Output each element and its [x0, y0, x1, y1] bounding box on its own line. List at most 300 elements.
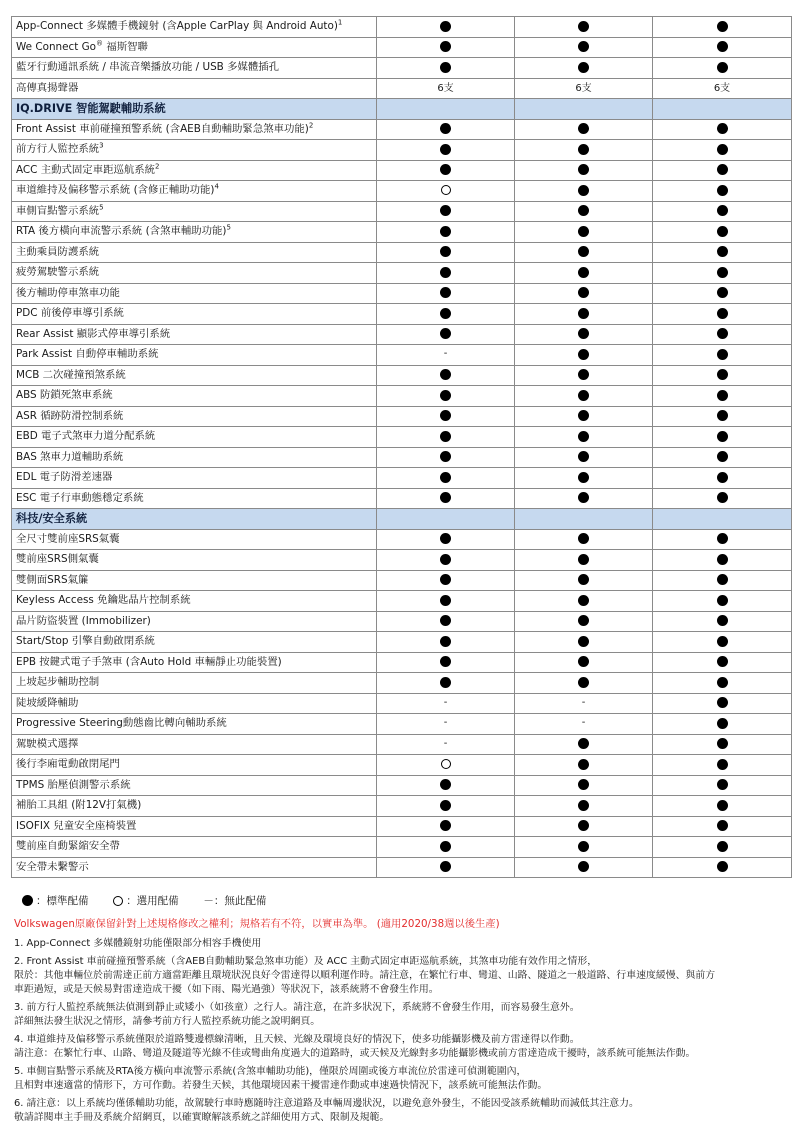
footnote-item: [14, 955, 790, 997]
standard-dot-icon: [717, 697, 728, 708]
spec-value-cell: [377, 37, 515, 58]
legend: [22, 893, 266, 908]
spec-value-cell: [377, 488, 515, 509]
spec-value-cell: [653, 488, 792, 509]
spec-row: [12, 427, 792, 448]
spec-value-cell: [653, 714, 792, 735]
standard-dot-icon: [717, 492, 728, 503]
footnote-line: 2. Front Assist 車前碰撞預警系統（含AEB自動輔助緊急煞車功能）及 ACC 主動式固定車距巡航系統，其煞車功能有效作用之情形，: [14, 956, 598, 967]
standard-dot-icon: [440, 533, 451, 544]
spec-row: [12, 755, 792, 776]
spec-text-value: 6支: [713, 82, 731, 94]
spec-label: Park Assist 自動停車輔助系統: [12, 345, 377, 366]
spec-value-cell: [653, 201, 792, 222]
spec-value-cell: [377, 427, 515, 448]
spec-value-cell: [653, 796, 792, 817]
spec-value-cell: [653, 529, 792, 550]
standard-dot-icon: [717, 574, 728, 585]
spec-value-cell: [377, 160, 515, 181]
footnote-marker: 3: [99, 141, 104, 150]
spec-row: [12, 140, 792, 161]
standard-dot-icon: [578, 226, 589, 237]
spec-value-cell: [377, 58, 515, 79]
standard-dot-icon: [717, 533, 728, 544]
spec-label: Rear Assist 顯影式停車導引系統: [12, 324, 377, 345]
spec-value-cell: [515, 550, 653, 571]
spec-value-cell: [653, 365, 792, 386]
standard-dot-icon: [578, 349, 589, 360]
spec-label: Front Assist 車前碰撞預警系統 (含AEB自動輔助緊急煞車功能)$^2$: [12, 119, 377, 140]
spec-value-cell: [515, 447, 653, 468]
spec-value-cell: [515, 816, 653, 837]
spec-value-cell: [653, 386, 792, 407]
spec-label: 晶片防盜裝置 (Immobilizer): [12, 611, 377, 632]
spec-value-cell: [377, 201, 515, 222]
spec-value-cell: [515, 652, 653, 673]
standard-dot-icon: [440, 164, 451, 175]
footnote-line: 6. 請注意：以上系統均僅係輔助功能，故駕駛行車時應隨時注意道路及車輛周邊狀況，以避免意外發生，不能因受該系統輔助而減低其注意力。: [14, 1098, 639, 1109]
not-available-dash: -: [443, 737, 448, 749]
spec-value-cell: [377, 140, 515, 161]
standard-dot-icon: [578, 554, 589, 565]
legend-standard: ：標準配備: [36, 895, 89, 907]
spec-label: 前方行人監控系統$^3$: [12, 140, 377, 161]
spec-value-cell: [377, 263, 515, 284]
spec-value-cell: [515, 222, 653, 243]
standard-dot-icon: [717, 554, 728, 565]
standard-dot-icon: [440, 779, 451, 790]
standard-dot-icon: [717, 226, 728, 237]
spec-label: 車側盲點警示系統$^5$: [12, 201, 377, 222]
standard-dot-icon: [717, 369, 728, 380]
spec-value-cell: [515, 119, 653, 140]
spec-value-cell: [653, 857, 792, 878]
standard-dot-icon: [717, 205, 728, 216]
spec-row: [12, 119, 792, 140]
spec-value-cell: [377, 17, 515, 38]
standard-dot-icon: [717, 615, 728, 626]
spec-value-cell: [653, 550, 792, 571]
footnote-line: 請注意：在繁忙行車、山路、彎道及隧道等光線不佳或彎曲角度過大的道路時，或天候及光線對多功能攝影機或前方雷達造成干擾時，該系統可能無法作動。: [14, 1048, 696, 1059]
standard-dot-icon: [578, 656, 589, 667]
spec-table-body: [12, 17, 792, 878]
optional-ring-icon: [113, 896, 123, 906]
spec-value-cell: [653, 447, 792, 468]
spec-label: 補胎工具組 (附12V打氣機): [12, 796, 377, 817]
section-empty-cell: [377, 509, 515, 530]
standard-dot-icon: [578, 41, 589, 52]
spec-value-cell: [515, 714, 653, 735]
spec-label: Keyless Access 免鑰匙晶片控制系統: [12, 591, 377, 612]
spec-label: ASR 循跡防滑控制系統: [12, 406, 377, 427]
spec-value-cell: [377, 468, 515, 489]
standard-dot-icon: [717, 595, 728, 606]
spec-row: [12, 365, 792, 386]
spec-value-cell: [515, 406, 653, 427]
legend-none: ：無此配備: [213, 895, 267, 907]
standard-dot-icon: [440, 820, 451, 831]
standard-dot-icon: [578, 779, 589, 790]
spec-value-cell: [653, 263, 792, 284]
spec-label: 後行李廂電動啟閉尾門: [12, 755, 377, 776]
spec-value-cell: [377, 714, 515, 735]
spec-row: [12, 673, 792, 694]
spec-label: RTA 後方橫向車流警示系統 (含煞車輔助功能)$^5$: [12, 222, 377, 243]
standard-dot-icon: [717, 41, 728, 52]
spec-value-cell: [377, 857, 515, 878]
spec-value-cell: [515, 324, 653, 345]
spec-row: [12, 242, 792, 263]
standard-dot-icon: [578, 861, 589, 872]
standard-dot-icon: [440, 636, 451, 647]
standard-dot-icon: [717, 718, 728, 729]
not-available-dash: -: [581, 696, 586, 708]
spec-value-cell: [515, 796, 653, 817]
standard-dot-icon: [440, 595, 451, 606]
footnote-marker: 2: [155, 162, 160, 171]
standard-dot-icon: [717, 431, 728, 442]
spec-value-cell: [377, 386, 515, 407]
spec-value-cell: [377, 529, 515, 550]
standard-dot-icon: [440, 451, 451, 462]
spec-value-cell: [515, 386, 653, 407]
spec-value-cell: [653, 324, 792, 345]
not-available-dash: -: [443, 696, 448, 708]
standard-dot-icon: [578, 841, 589, 852]
legend-optional: ：選用配備: [126, 895, 179, 907]
spec-row: [12, 58, 792, 79]
spec-row: [12, 181, 792, 202]
spec-value-cell: [377, 78, 515, 99]
standard-dot-icon: [578, 287, 589, 298]
spec-label: 高傳真揚聲器: [12, 78, 377, 99]
spec-value-cell: [653, 427, 792, 448]
standard-dot-icon: [578, 205, 589, 216]
spec-value-cell: [377, 304, 515, 325]
spec-row: [12, 693, 792, 714]
spec-value-cell: [377, 406, 515, 427]
spec-label: ESC 電子行車動態穩定系統: [12, 488, 377, 509]
standard-dot-icon: [440, 841, 451, 852]
footnote-line: 4. 車道維持及偏移警示系統僅限於道路雙邊標線清晰，且天候、光線及環境良好的情況下，使多功能攝影機及前方雷達得以作動。: [14, 1034, 580, 1045]
spec-label: EPB 按鍵式電子手煞車 (含Auto Hold 車輛靜止功能裝置): [12, 652, 377, 673]
spec-value-cell: [515, 304, 653, 325]
standard-dot-icon: [578, 308, 589, 319]
standard-dot-icon: [440, 554, 451, 565]
spec-label: 車道維持及偏移警示系統 (含修正輔助功能)$^4$: [12, 181, 377, 202]
standard-dot-icon: [578, 759, 589, 770]
spec-value-cell: [515, 242, 653, 263]
spec-value-cell: [653, 611, 792, 632]
standard-dot-icon: [578, 451, 589, 462]
disclaimer-notice: Volkswagen原廠保留針對上述規格修改之權利；規格若有不符，以實車為準。 (適用2020/38週以後生產): [14, 918, 500, 930]
spec-value-cell: [515, 283, 653, 304]
spec-label: 疲勞駕駛警示系統: [12, 263, 377, 284]
standard-dot-icon: [717, 738, 728, 749]
standard-dot-icon: [578, 615, 589, 626]
spec-row: [12, 78, 792, 99]
not-available-dash: -: [443, 717, 448, 729]
standard-dot-icon: [578, 246, 589, 257]
standard-dot-icon: [22, 895, 33, 906]
spec-value-cell: [377, 837, 515, 858]
spec-value-cell: [515, 837, 653, 858]
section-header-row: [12, 99, 792, 120]
standard-dot-icon: [717, 308, 728, 319]
standard-dot-icon: [578, 738, 589, 749]
section-title: 科技/安全系統: [12, 509, 377, 530]
footnote-line: 詳細無法發生狀況之情形，請參考前方行人監控系統功能之說明網頁。: [14, 1016, 321, 1027]
standard-dot-icon: [578, 595, 589, 606]
spec-value-cell: [653, 837, 792, 858]
spec-label: 雙前座SRS側氣囊: [12, 550, 377, 571]
spec-row: [12, 632, 792, 653]
spec-row: [12, 324, 792, 345]
footnote-line: 且相對車速適當的情形下，方可作動。若發生天候，其他環境因素干擾雷達作動或車速過快情況下，該系統可能無法作動。: [14, 1080, 548, 1091]
spec-value-cell: [653, 591, 792, 612]
footnote-item: [14, 1033, 790, 1061]
spec-text-value: 6支: [437, 82, 454, 94]
spec-value-cell: [377, 283, 515, 304]
section-empty-cell: [515, 99, 653, 120]
spec-label: ISOFIX 兒童安全座椅裝置: [12, 816, 377, 837]
standard-dot-icon: [717, 246, 728, 257]
standard-dot-icon: [717, 123, 728, 134]
spec-value-cell: [515, 734, 653, 755]
spec-value-cell: [515, 365, 653, 386]
spec-value-cell: [653, 816, 792, 837]
spec-value-cell: [377, 242, 515, 263]
spec-value-cell: [653, 570, 792, 591]
standard-dot-icon: [717, 861, 728, 872]
footnote-marker: ®: [96, 39, 104, 48]
spec-value-cell: [515, 529, 653, 550]
footnote-marker: 5: [99, 203, 104, 212]
standard-dot-icon: [717, 451, 728, 462]
standard-dot-icon: [440, 62, 451, 73]
footnote-marker: 1: [337, 18, 343, 27]
spec-value-cell: [377, 673, 515, 694]
spec-row: [12, 796, 792, 817]
standard-dot-icon: [578, 328, 589, 339]
section-empty-cell: [653, 509, 792, 530]
not-available-dash: -: [581, 717, 586, 729]
spec-label: MCB 二次碰撞預煞系統: [12, 365, 377, 386]
spec-label: Start/Stop 引擎自動啟閉系統: [12, 632, 377, 653]
spec-label: PDC 前後停車導引系統: [12, 304, 377, 325]
standard-dot-icon: [440, 800, 451, 811]
spec-value-cell: [653, 468, 792, 489]
spec-row: [12, 468, 792, 489]
spec-value-cell: [653, 58, 792, 79]
spec-value-cell: [515, 427, 653, 448]
standard-dot-icon: [578, 636, 589, 647]
standard-dot-icon: [717, 779, 728, 790]
spec-value-cell: [653, 140, 792, 161]
spec-row: [12, 714, 792, 735]
spec-row: [12, 652, 792, 673]
spec-value-cell: [377, 181, 515, 202]
standard-dot-icon: [440, 472, 451, 483]
spec-label: ABS 防鎖死煞車系統: [12, 386, 377, 407]
spec-row: [12, 488, 792, 509]
standard-dot-icon: [578, 574, 589, 585]
standard-dot-icon: [578, 800, 589, 811]
spec-value-cell: [377, 550, 515, 571]
footnote-marker: 2: [308, 121, 314, 130]
spec-value-cell: [653, 283, 792, 304]
spec-label: App-Connect 多媒體手機鏡射 (含Apple CarPlay 與 Android Auto)$^1$: [12, 17, 377, 38]
spec-value-cell: [515, 345, 653, 366]
standard-dot-icon: [440, 226, 451, 237]
spec-value-cell: [377, 693, 515, 714]
spec-text-value: 6支: [575, 82, 592, 94]
spec-value-cell: [377, 570, 515, 591]
spec-value-cell: [653, 37, 792, 58]
spec-value-cell: [515, 755, 653, 776]
spec-label: 全尺寸雙前座SRS氣囊: [12, 529, 377, 550]
standard-dot-icon: [440, 431, 451, 442]
spec-value-cell: [377, 652, 515, 673]
standard-dot-icon: [440, 308, 451, 319]
standard-dot-icon: [440, 287, 451, 298]
standard-dot-icon: [578, 62, 589, 73]
spec-label: 藍牙行動通訊系統 / 串流音樂播放功能 / USB 多媒體插孔: [12, 58, 377, 79]
standard-dot-icon: [440, 492, 451, 503]
spec-value-cell: [377, 222, 515, 243]
spec-row: [12, 734, 792, 755]
section-header-row: [12, 509, 792, 530]
spec-row: [12, 816, 792, 837]
footnote-item: [14, 1065, 790, 1093]
spec-value-cell: [515, 58, 653, 79]
spec-row: [12, 591, 792, 612]
spec-value-cell: [653, 119, 792, 140]
standard-dot-icon: [717, 144, 728, 155]
footnote-line: 限於：其他車輛位於前需達正前方適當距離且環境狀況良好令雷達得以順利運作時。請注意，在繁忙行車、彎道、山路、隧道之一般道路、行車速度緩慢、與前方: [14, 970, 716, 981]
spec-row: [12, 304, 792, 325]
spec-value-cell: [515, 263, 653, 284]
standard-dot-icon: [717, 185, 728, 196]
footnote-line: 5. 車側盲點警示系統及RTA後方橫向車流警示系統(含煞車輔助功能)，僅限於周圍或後方車流位於雷達可偵測範圍內，: [14, 1066, 527, 1077]
spec-label: EBD 電子式煞車力道分配系統: [12, 427, 377, 448]
standard-dot-icon: [717, 841, 728, 852]
spec-value-cell: [515, 181, 653, 202]
section-title: IQ.DRIVE 智能駕駛輔助系統: [12, 99, 377, 120]
spec-value-cell: [515, 488, 653, 509]
spec-row: [12, 222, 792, 243]
not-available-dash: -: [443, 348, 448, 360]
spec-row: [12, 550, 792, 571]
spec-value-cell: [377, 816, 515, 837]
standard-dot-icon: [717, 267, 728, 278]
spec-row: [12, 160, 792, 181]
spec-label: 雙前座自動緊縮安全帶: [12, 837, 377, 858]
spec-label: 主動乘員防護系統: [12, 242, 377, 263]
footnote-line: 3. 前方行人監控系統無法偵測到靜止或矮小（如孩童）之行人。請注意，在許多狀況下，系統將不會發生作用，而容易發生意外。: [14, 1002, 580, 1013]
spec-label: 雙側面SRS氣簾: [12, 570, 377, 591]
standard-dot-icon: [440, 390, 451, 401]
spec-value-cell: [515, 693, 653, 714]
spec-value-cell: [377, 775, 515, 796]
spec-value-cell: [515, 591, 653, 612]
standard-dot-icon: [440, 615, 451, 626]
standard-dot-icon: [717, 21, 728, 32]
standard-dot-icon: [578, 533, 589, 544]
spec-value-cell: [653, 181, 792, 202]
standard-dot-icon: [578, 472, 589, 483]
spec-row: [12, 837, 792, 858]
optional-ring-icon: [441, 759, 451, 769]
spec-row: [12, 37, 792, 58]
spec-value-cell: [515, 775, 653, 796]
standard-dot-icon: [440, 369, 451, 380]
spec-label: Progressive Steering動態齒比轉向輔助系統: [12, 714, 377, 735]
spec-value-cell: [653, 304, 792, 325]
standard-dot-icon: [578, 820, 589, 831]
standard-dot-icon: [440, 246, 451, 257]
standard-dot-icon: [578, 164, 589, 175]
spec-value-cell: [653, 78, 792, 99]
spec-value-cell: [515, 673, 653, 694]
spec-value-cell: [377, 591, 515, 612]
standard-dot-icon: [440, 861, 451, 872]
spec-value-cell: [515, 37, 653, 58]
spec-value-cell: [377, 755, 515, 776]
spec-value-cell: [515, 201, 653, 222]
spec-label: 駕駛模式選擇: [12, 734, 377, 755]
standard-dot-icon: [440, 328, 451, 339]
spec-row: [12, 386, 792, 407]
standard-dot-icon: [440, 677, 451, 688]
spec-value-cell: [515, 632, 653, 653]
spec-label: We Connect Go® 福斯智聯: [12, 37, 377, 58]
spec-label: EDL 電子防滑差速器: [12, 468, 377, 489]
standard-dot-icon: [717, 390, 728, 401]
spec-row: [12, 570, 792, 591]
spec-value-cell: [653, 406, 792, 427]
spec-table: [11, 16, 792, 878]
standard-dot-icon: [578, 21, 589, 32]
spec-row: [12, 406, 792, 427]
spec-value-cell: [515, 611, 653, 632]
standard-dot-icon: [440, 574, 451, 585]
standard-dot-icon: [578, 431, 589, 442]
standard-dot-icon: [717, 164, 728, 175]
standard-dot-icon: [717, 636, 728, 647]
spec-value-cell: [653, 345, 792, 366]
spec-value-cell: [653, 693, 792, 714]
footnotes: [14, 937, 790, 1129]
section-empty-cell: [515, 509, 653, 530]
spec-value-cell: [653, 17, 792, 38]
standard-dot-icon: [578, 369, 589, 380]
spec-value-cell: [653, 160, 792, 181]
optional-ring-icon: [441, 185, 451, 195]
section-empty-cell: [653, 99, 792, 120]
spec-value-cell: [653, 242, 792, 263]
section-empty-cell: [377, 99, 515, 120]
spec-value-cell: [377, 119, 515, 140]
spec-row: [12, 283, 792, 304]
standard-dot-icon: [440, 144, 451, 155]
spec-value-cell: [377, 447, 515, 468]
legend-none-symbol: －: [203, 895, 214, 907]
footnote-marker: 5: [226, 223, 231, 232]
standard-dot-icon: [578, 144, 589, 155]
standard-dot-icon: [717, 349, 728, 360]
spec-row: [12, 447, 792, 468]
